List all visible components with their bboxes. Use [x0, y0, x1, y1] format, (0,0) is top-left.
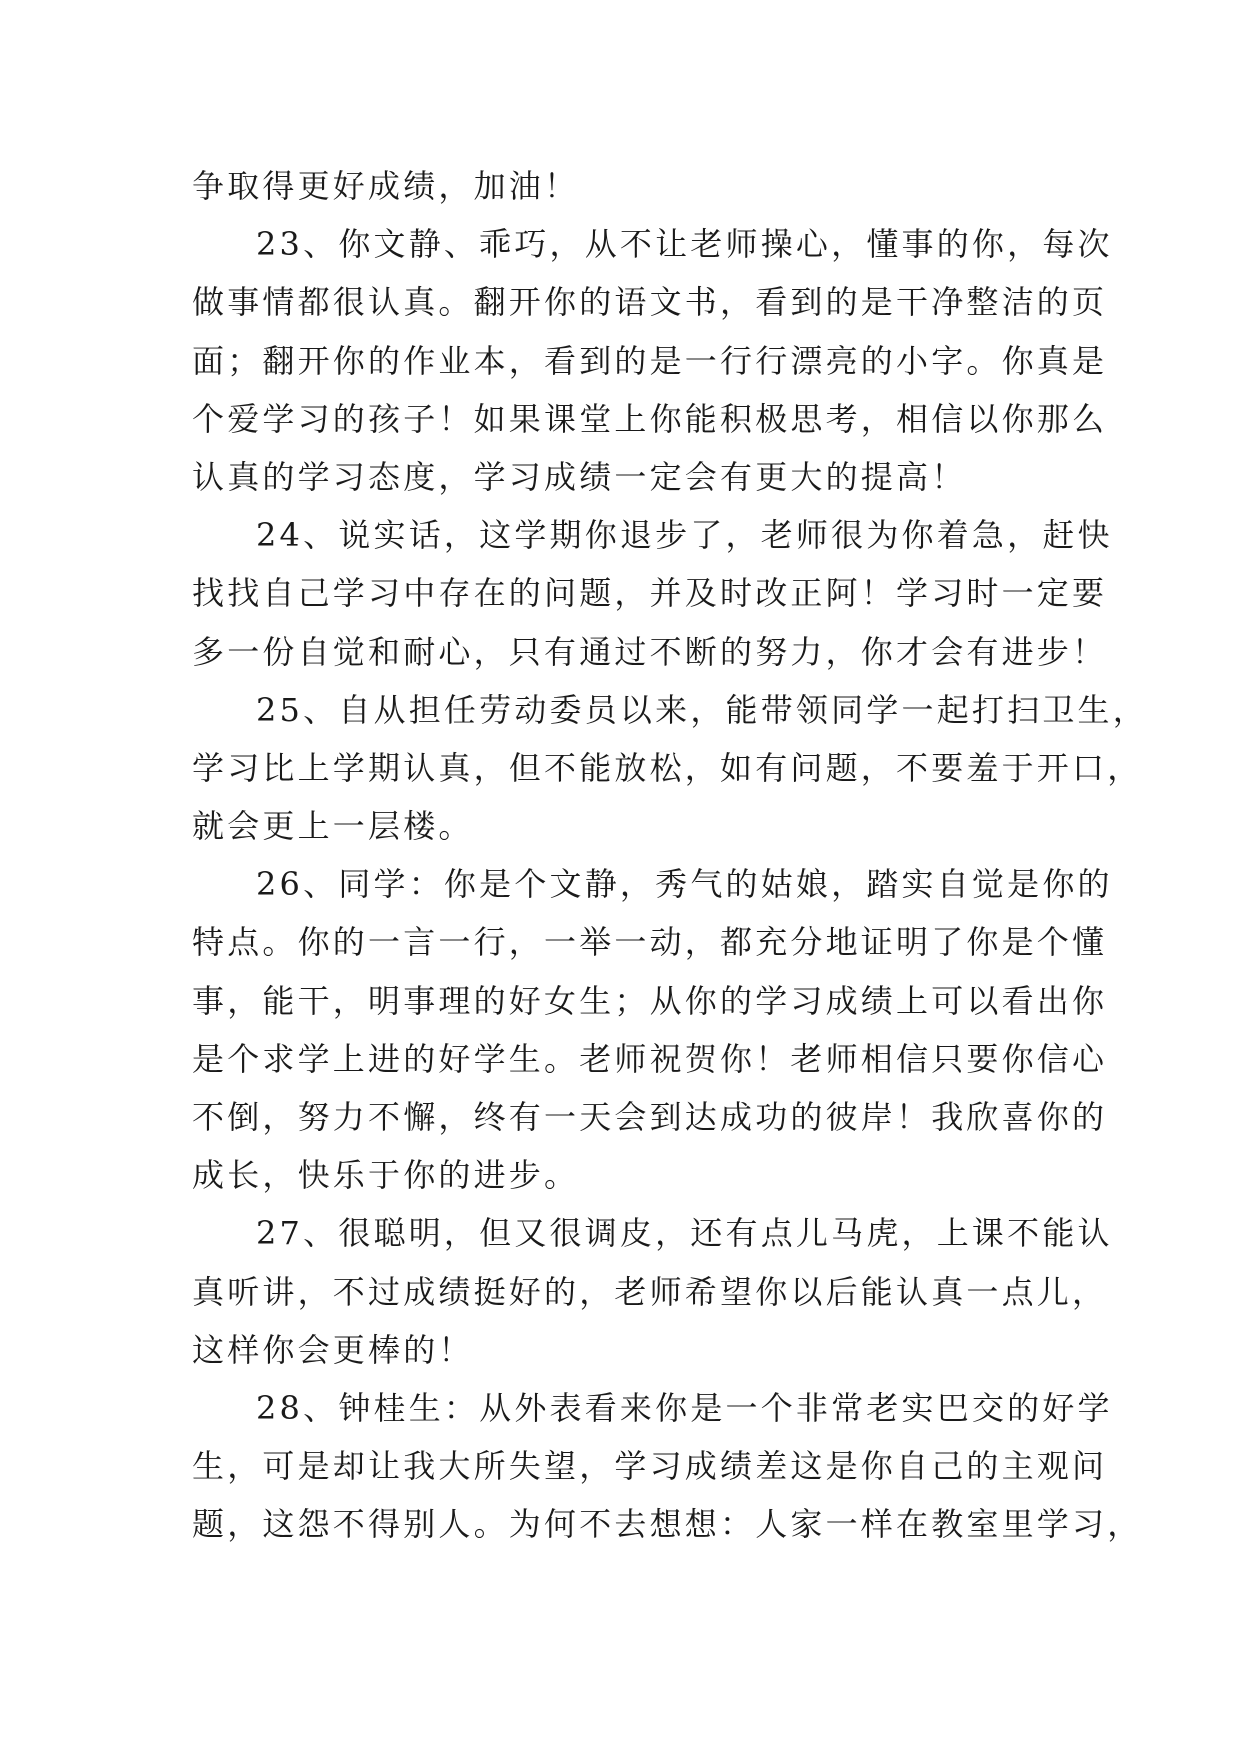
- text-line: 不倒，努力不懈，终有一天会到达成功的彼岸！我欣喜你的: [192, 1098, 1108, 1136]
- text-line: 生，可是却让我大所失望，学习成绩差这是你自己的主观问: [192, 1447, 1108, 1486]
- paragraph-27-start: 27、很聪明，但又很调皮，还有点儿马虎，上课不能认: [256, 1214, 1113, 1253]
- text-line: 特点。你的一言一行，一举一动，都充分地证明了你是个懂: [192, 923, 1108, 962]
- text-line: 这样你会更棒的！: [192, 1330, 474, 1369]
- text-line: 找找自己学习中存在的问题，并及时改正阿！学习时一定要: [192, 574, 1108, 613]
- text-line: 成长，快乐于你的进步。: [192, 1156, 580, 1195]
- paragraph-24-start: 24、说实话，这学期你退步了，老师很为你着急，赶快: [256, 516, 1113, 555]
- text-line: 争取得更好成绩，加油！: [192, 167, 580, 205]
- text-line: 题，这怨不得别人。为何不去想想：人家一样在教室里学习，: [192, 1505, 1143, 1544]
- text-line: 面；翻开你的作业本，看到的是一行行漂亮的小字。你真是: [192, 341, 1108, 380]
- text-line: 真听讲，不过成绩挺好的，老师希望你以后能认真一点儿，: [192, 1272, 1108, 1311]
- paragraph-25-start: 25、自从担任劳动委员以来，能带领同学一起打扫卫生，: [256, 690, 1148, 729]
- paragraph-28-start: 28、钟桂生：从外表看来你是一个非常老实巴交的好学: [256, 1388, 1113, 1427]
- text-line: 是个求学上进的好学生。老师祝贺你！老师相信只要你信心: [192, 1039, 1108, 1078]
- text-line: 多一份自觉和耐心，只有通过不断的努力，你才会有进步！: [192, 632, 1108, 671]
- paragraph-23-start: 23、你文静、乖巧，从不让老师操心，懂事的你，每次: [256, 225, 1113, 264]
- text-line: 学习比上学期认真，但不能放松，如有问题，不要羞于开口，: [192, 748, 1143, 787]
- text-line: 做事情都很认真。翻开你的语文书，看到的是干净整洁的页: [192, 283, 1108, 322]
- paragraph-26-start: 26、同学：你是个文静，秀气的姑娘，踏实自觉是你的: [256, 865, 1113, 904]
- text-line: 认真的学习态度，学习成绩一定会有更大的提高！: [192, 457, 967, 496]
- text-line: 个爱学习的孩子！如果课堂上你能积极思考，相信以你那么: [192, 399, 1108, 438]
- document-body: [192, 157, 1148, 1554]
- text-line: 就会更上一层楼。: [192, 807, 474, 846]
- text-line: 事，能干，明事理的好女生；从你的学习成绩上可以看出你: [192, 981, 1108, 1020]
